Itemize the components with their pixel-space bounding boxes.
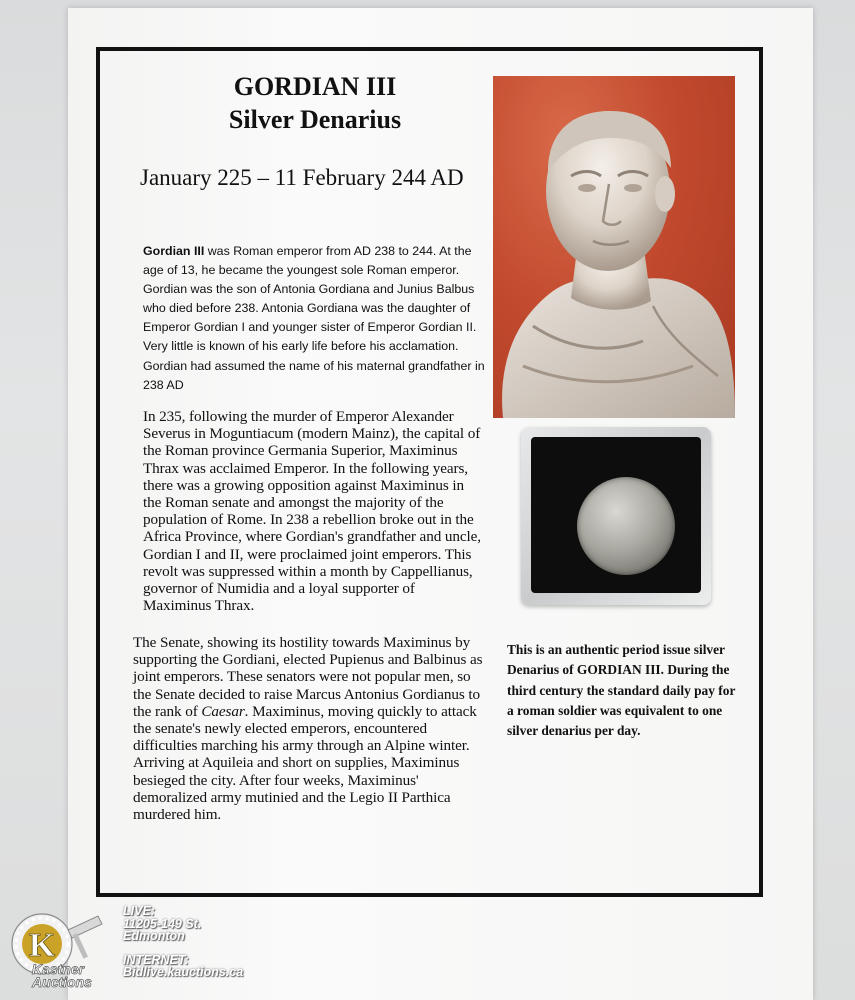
kastner-auctions-logo: [6, 908, 110, 988]
logo-text-line1: Kastner: [31, 961, 85, 977]
address-line-1: 11205-149 St.: [123, 916, 202, 931]
document-title: [200, 70, 430, 136]
bust-photo: [493, 76, 735, 418]
marble-bust-image: [493, 76, 735, 418]
history-paragraph-1: In 235, following the murder of Emperor Alexander Severus in Moguntiacum (modern Mainz), the capital of the Roman province Germania Superior, Maximinus Thrax was acclaimed Emperor. In the following years, there was a growing opposition against Maximinus in the Roman senate and amongst the majority of the population of Rome. In 238 a rebellion broke out in the Africa Province, where Gordian's grandfather and uncle, Gordian I and II, were proclaimed joint emperors. This revolt was suppressed within a month by Cappellianus, governor of Numidia and a loyal supporter of Maximinus Thrax.: [143, 408, 481, 615]
coin-holder-insert: [531, 437, 701, 593]
title-subtitle: Silver Denarius: [228, 105, 402, 134]
logo-text-line2: Auctions: [32, 974, 92, 988]
history-paragraph-2: [133, 634, 488, 823]
title-name: GORDIAN III: [233, 72, 397, 101]
coin-holder: [521, 427, 711, 605]
history-paragraph-2-italic: Caesar: [201, 702, 245, 720]
silver-denarius-coin: [577, 477, 675, 575]
svg-text:K: K: [28, 927, 56, 964]
reign-dates: January 225 – 11 February 244 AD: [140, 165, 464, 190]
footer-contact: [123, 905, 323, 979]
address-line-2: Edmonton: [123, 929, 185, 943]
website-link[interactable]: Bidlive.kauctions.ca: [123, 965, 244, 979]
intro-name: Gordian III: [143, 244, 205, 258]
intro-text: was Roman emperor from AD 238 to 244. At the age of 13, he became the youngest sole Roman emperor. Gordian was the son of Antonia Gordiana and Junius Balbus who died before 238. Antonia Gordiana was the daughter of Emperor Gordian I and younger sister of Emperor Gordian II. Very little is known of his early life before his acclamation. Gordian had assumed the name of his maternal grandfather in 238 AD: [143, 244, 485, 392]
live-label: LIVE:: [123, 904, 155, 918]
coin-caption: This is an authentic period issue silver Denarius of GORDIAN III. During the third century the standard daily pay for a roman soldier was equivalent to one silver denarius per day.: [507, 642, 736, 739]
history-paragraph-2-before: The Senate, showing its hostility towards Maximinus by supporting the Gordiani, elected Pupienus and Balbinus as joint emperors. These senators were not popular men, so the Senate decided to raise Marcus Antonius Gordianus to the rank of: [133, 634, 483, 720]
internet-label: INTERNET:: [123, 952, 189, 967]
history-paragraph-2-after: . Maximinus, moving quickly to attack the senate's newly elected emperors, encountered difficulties marching his army through an Alpine winter. Arriving at Aquileia and short on supplies, Maximinus besieged the city. After four weeks, Maximinus' demoralized army mutinied and the Legio II Parthica murdered him.: [133, 702, 477, 824]
intro-paragraph: [143, 242, 485, 395]
